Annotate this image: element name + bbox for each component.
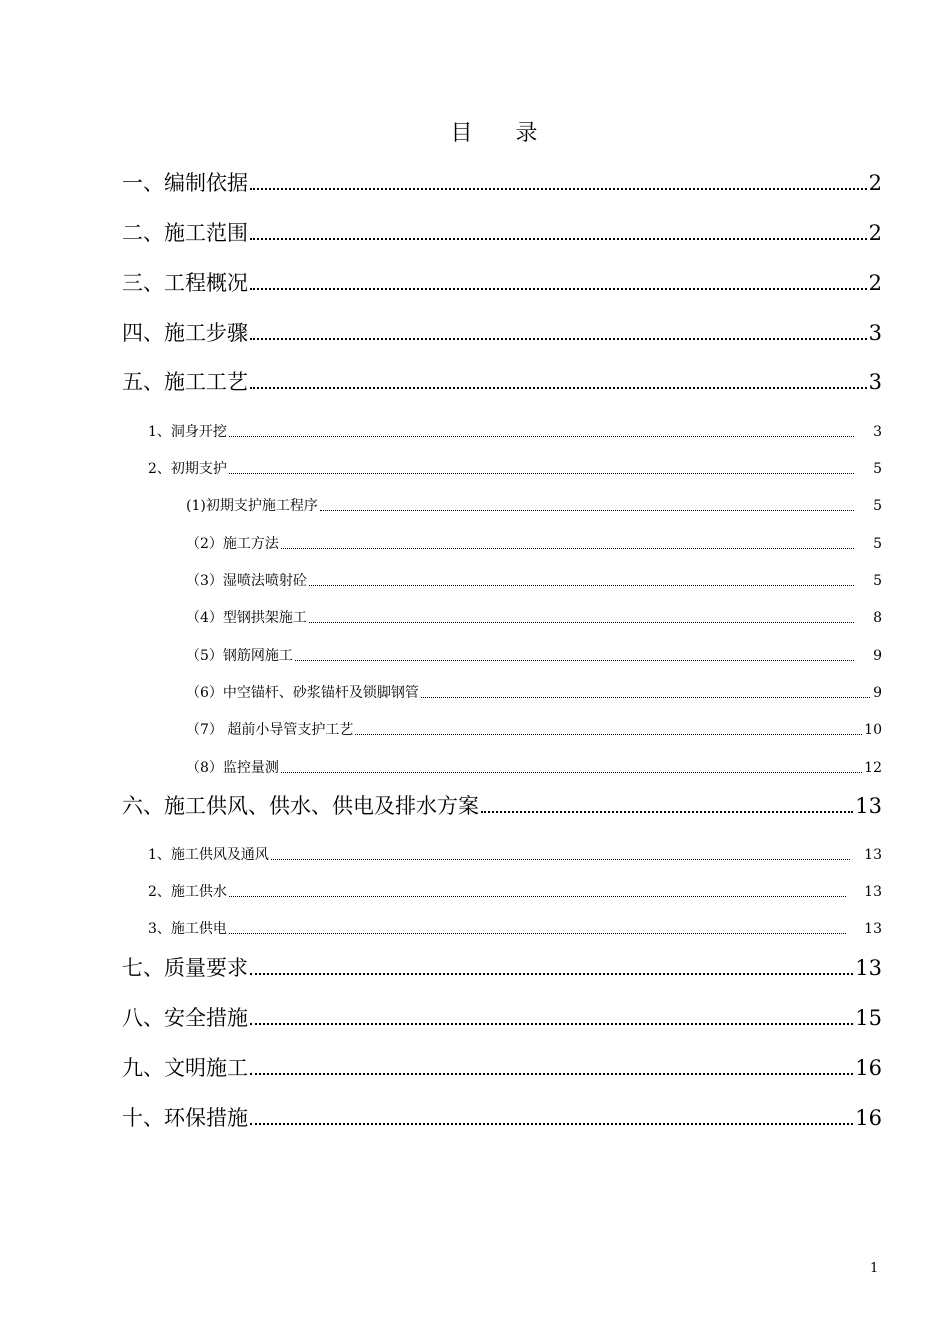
toc-leader-dots [250,1073,853,1075]
toc-entry[interactable] [186,646,882,666]
toc-leader-dots [229,933,846,934]
toc-entry-label: 八、安全措施 [122,1006,248,1030]
toc-leader-dots [250,238,867,240]
toc-entry-label: （2）施工方法 [186,536,279,552]
toc-entry[interactable] [186,534,882,554]
toc-leader-dots [309,622,854,623]
toc-entry-label: (1)初期支护施工程序 [186,498,318,514]
toc-entry[interactable] [186,571,882,591]
toc-entry-page: 16 [855,1106,882,1130]
toc-entry-page: 16 [855,1056,882,1080]
toc-leader-dots [295,660,854,661]
toc-entry-label: 一、编制依据 [122,171,248,195]
toc-entry[interactable] [122,1003,882,1033]
toc-entry-label: 九、文明施工 [122,1056,248,1080]
toc-entry[interactable] [122,791,882,821]
toc-entry[interactable] [148,919,882,939]
toc-entry[interactable] [186,683,882,703]
toc-entry-label: 五、施工工艺 [122,370,248,394]
toc-leader-dots [281,548,854,549]
toc-entry-page: 8 [873,610,882,626]
toc-title: 目 录 [450,121,556,146]
toc-entry-label: 1、施工供风及通风 [148,847,269,863]
toc-entry[interactable] [148,422,882,442]
toc-entry-label: （3）湿喷法喷射砼 [186,573,307,589]
toc-entry[interactable] [186,608,882,628]
toc-leader-dots [421,697,870,698]
toc-entry[interactable] [148,459,882,479]
toc-entry-label: （8）监控量测 [186,760,279,776]
toc-entry-page: 13 [855,956,882,980]
toc-entry-page: 5 [873,536,882,552]
toc-entry-page: 5 [873,573,882,589]
toc-entry[interactable] [122,1103,882,1133]
toc-entry-label: 二、施工范围 [122,221,248,245]
toc-entry-page: 13 [864,921,882,937]
toc-entry[interactable] [122,953,882,983]
toc-leader-dots [481,811,853,813]
toc-entry-page: 3 [868,321,882,345]
toc-entry-page: 2 [868,221,882,245]
toc-leader-dots [250,1123,853,1125]
toc-entry-label: 3、施工供电 [148,921,227,937]
toc-entry[interactable] [122,1053,882,1083]
toc-entry[interactable] [122,168,882,198]
toc-entry-page: 2 [868,171,882,195]
toc-entry[interactable] [122,367,882,397]
toc-entry[interactable] [122,268,882,298]
toc-entry-page: 13 [855,794,882,818]
toc-entry[interactable] [122,318,882,348]
toc-entry[interactable] [122,218,882,248]
toc-leader-dots [229,473,854,474]
toc-leader-dots [320,510,854,511]
toc-entry-label: 四、施工步骤 [122,321,248,345]
toc-leader-dots [281,772,862,773]
toc-entry-label: （5）钢筋网施工 [186,648,293,664]
toc-entry-page: 5 [873,498,882,514]
toc-leader-dots [250,1023,853,1025]
toc-entry-label: 2、初期支护 [148,461,227,477]
toc-leader-dots [271,859,850,860]
toc-entry-label: 三、工程概况 [122,271,248,295]
toc-entry-page: 10 [864,722,882,738]
toc-entry-page: 15 [855,1006,882,1030]
toc-leader-dots [229,896,846,897]
toc-leader-dots [250,288,867,290]
toc-entry-label: 七、质量要求 [122,956,248,980]
toc-leader-dots [250,338,867,340]
toc-leader-dots [250,387,867,389]
toc-entry[interactable] [186,758,882,778]
toc-entry[interactable] [148,845,882,865]
toc-entry-page: 9 [873,648,882,664]
toc-leader-dots [250,188,867,190]
toc-entry[interactable] [186,720,882,740]
toc-entry-page: 5 [873,461,882,477]
toc-entry-label: 十、环保措施 [122,1106,248,1130]
toc-entry-page: 9 [873,685,882,701]
page-number: 1 [870,1261,879,1276]
toc-entry-page: 3 [873,424,882,440]
toc-entry-label: 六、施工供风、供水、供电及排水方案 [122,794,479,818]
toc-entry-label: 1、洞身开挖 [148,424,227,440]
toc-entry[interactable] [186,496,882,516]
toc-leader-dots [309,585,854,586]
toc-entry-label: （6）中空锚杆、砂浆锚杆及锁脚钢管 [186,685,419,701]
toc-leader-dots [250,973,853,975]
toc-entry-label: （4）型钢拱架施工 [186,610,307,626]
toc-leader-dots [229,436,854,437]
toc-entry-page: 2 [868,271,882,295]
toc-entry-label: 2、施工供水 [148,884,227,900]
toc-leader-dots [355,734,862,735]
toc-entry-label: （7） 超前小导管支护工艺 [186,722,354,738]
toc-entry-page: 12 [864,760,882,776]
toc-entry[interactable] [148,882,882,902]
toc-entry-page: 3 [868,370,882,394]
toc-entry-page: 13 [864,884,882,900]
toc-entry-page: 13 [864,847,882,863]
